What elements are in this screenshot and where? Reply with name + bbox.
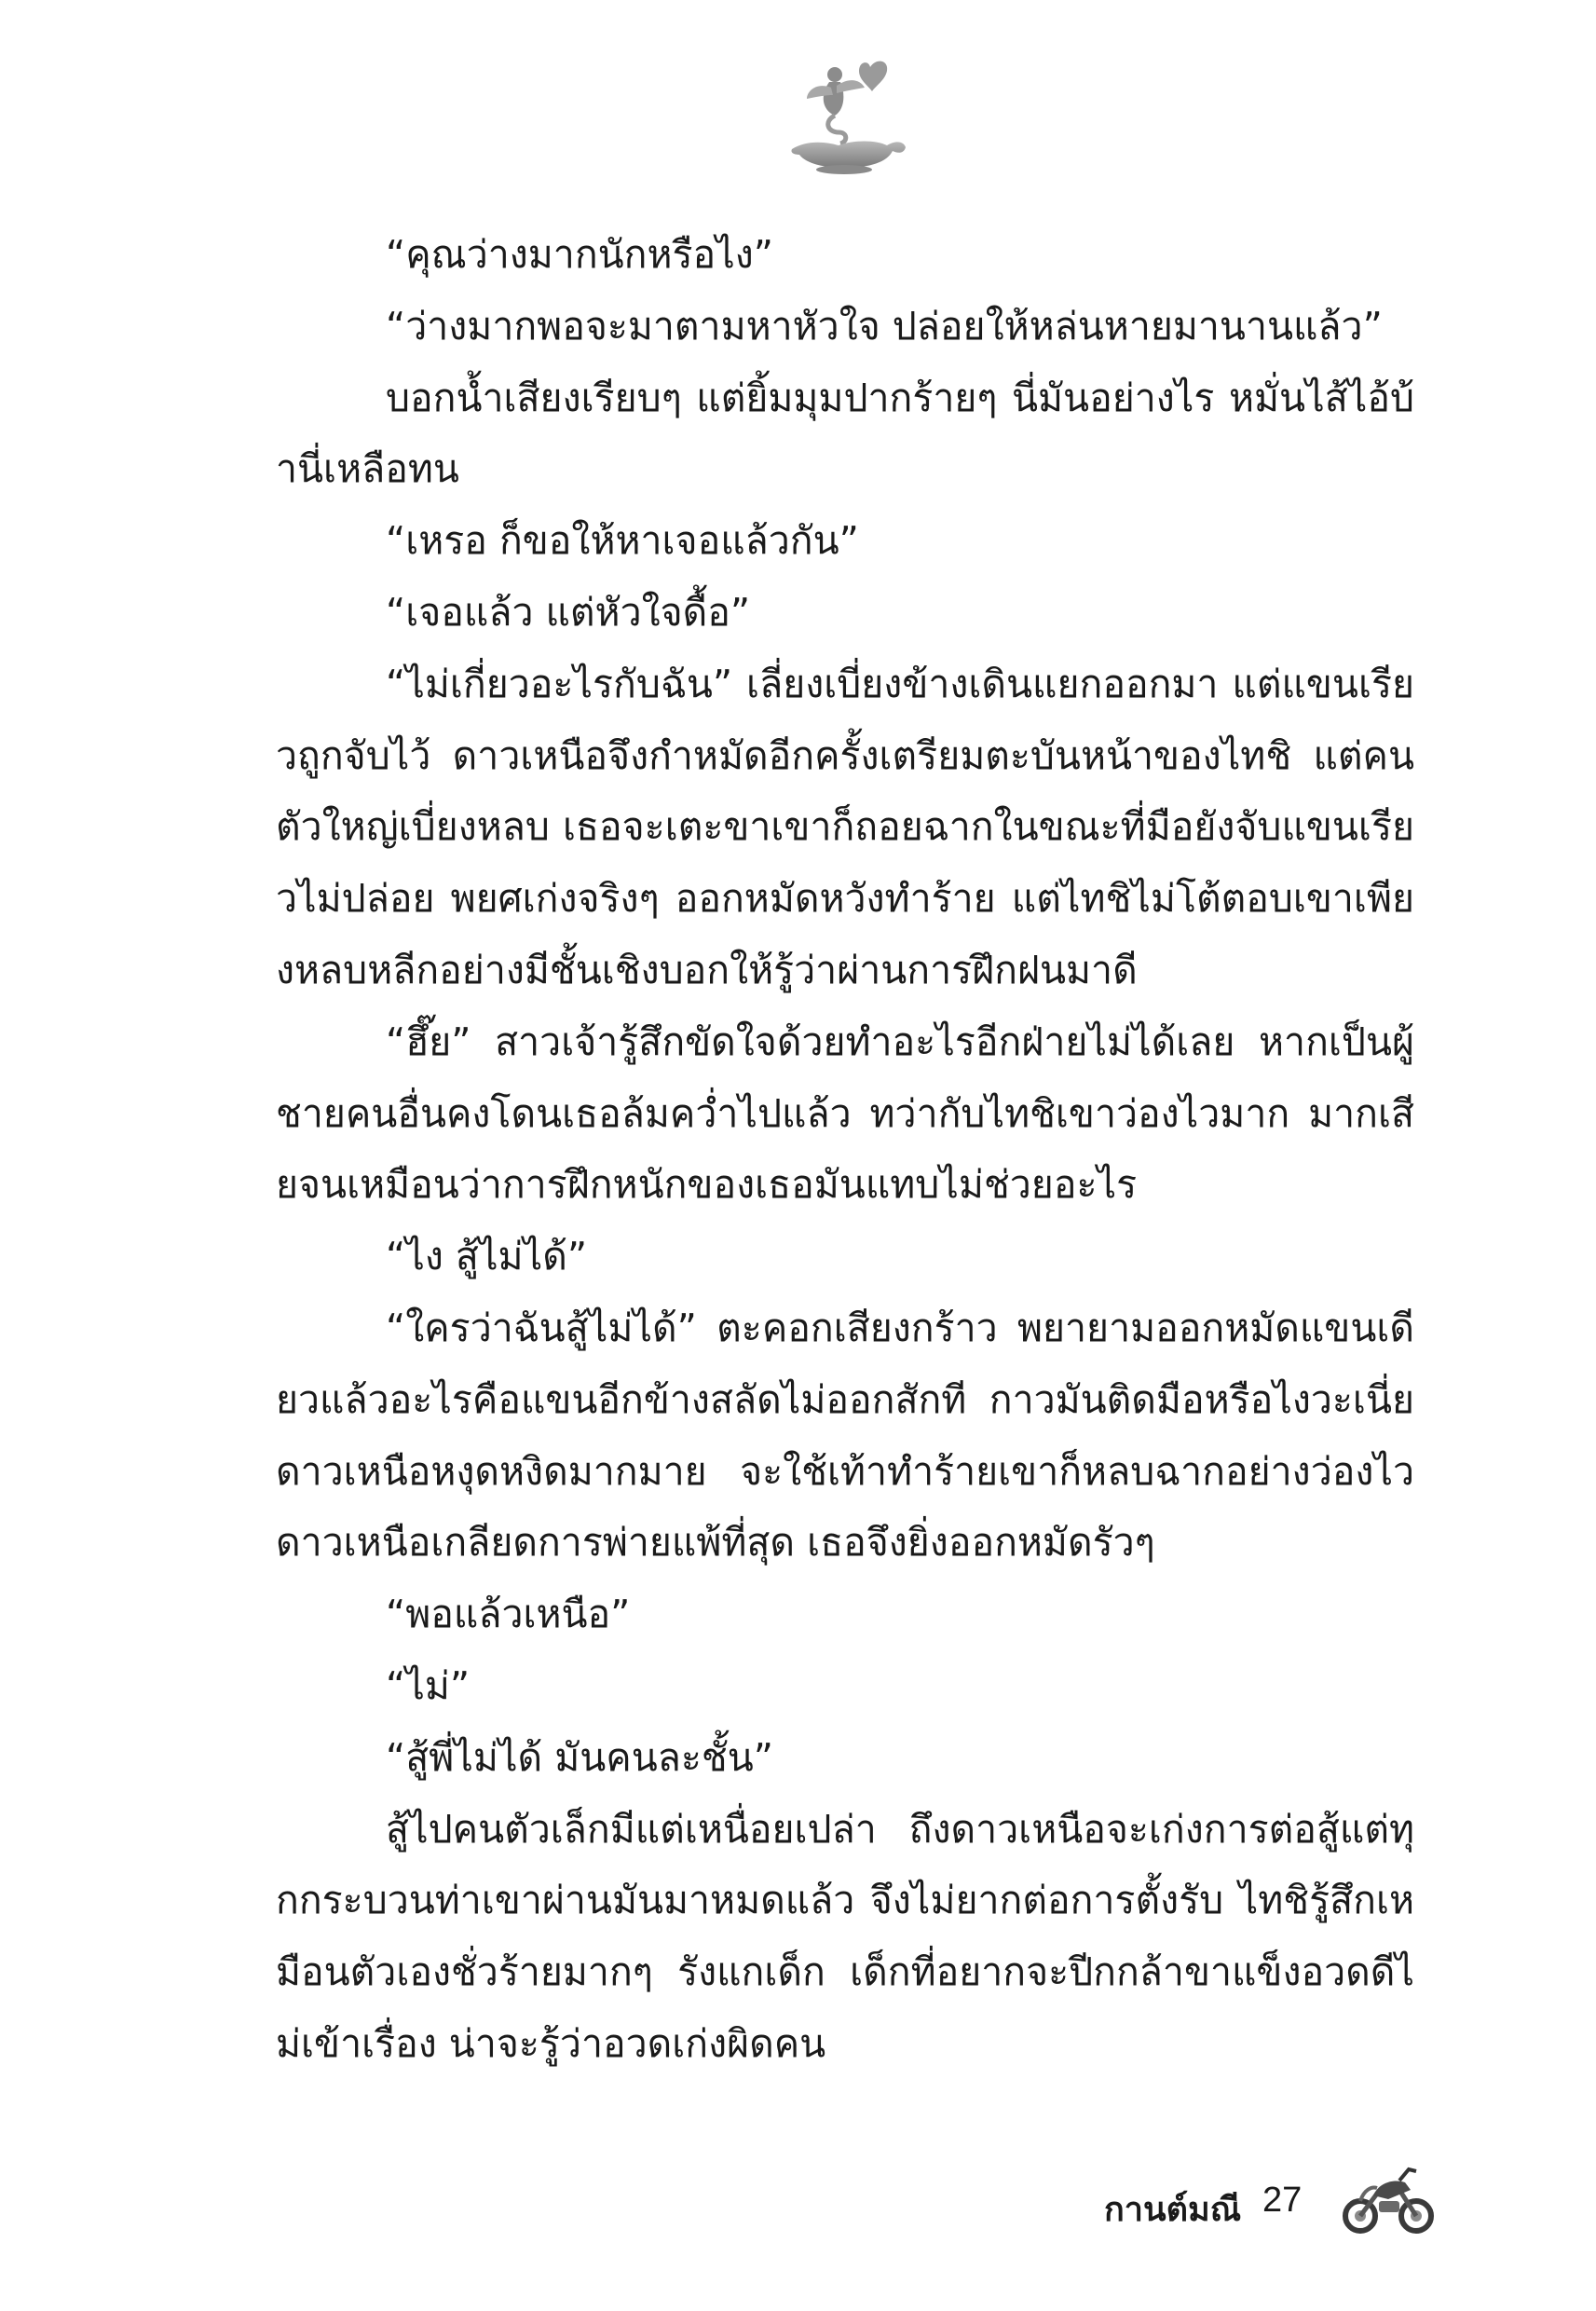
motorcycle-icon [1342, 2162, 1435, 2236]
paragraph: “ฮึ๊ย” สาวเจ้ารู้สึกขัดใจด้วยทำอะไรอีกฝ่ายไม่ได้เลย หากเป็นผู้ชายคนอื่นคงโดนเธอล้มคว่ำไปแล้ว ทว่ากับไทชิเขาว่องไวมาก มากเสียจนเหมือนว่าการฝึกหนักของเธอมันแทบไม่ช่วยอะไร [276, 1019, 1414, 1208]
paragraph: “ไม่เกี่ยวอะไรกับฉัน” เลี่ยงเบี่ยงข้างเดินแยกออกมา แต่แขนเรียวถูกจับไว้ ดาวเหนือจึงกำหมัดอีกครั้งเตรียมตะบันหน้าของไทชิ แต่คนตัวใหญ่เบี่ยงหลบ เธอจะเตะขาเขาก็ถอยฉากในขณะที่มือยังจับแขนเรียวไม่ปล่อย พยศเก่งจริงๆ ออกหมัดหวังทำร้าย แต่ไทชิไม่โต้ตอบเขาเพียงหลบหลีกอย่างมีชั้นเชิงบอกให้รู้ว่าผ่านการฝึกฝนมาดี [276, 661, 1414, 992]
paragraph: “ใครว่าฉันสู้ไม่ได้” ตะคอกเสียงกร้าว พยายามออกหมัดแขนเดียวแล้วอะไรคือแขนอีกข้างสลัดไม่ออกสักที กาวมันติดมือหรือไงวะเนี่ยดาวเหนือหงุดหงิดมากมาย จะใช้เท้าทำร้ายเขาก็หลบฉากอย่างว่องไวดาวเหนือเกลียดการพ่ายแพ้ที่สุด เธอจึงยิ่งออกหมัดรัวๆ [276, 1305, 1414, 1566]
paragraph: สู้ไปคนตัวเล็กมีแต่เหนื่อยเปล่า ถึงดาวเหนือจะเก่งการต่อสู้แต่ทุกกระบวนท่าเขาผ่านมันมาหมดแล้ว จึงไม่ยากต่อการตั้งรับ ไทชิรู้สึกเหมือนตัวเองชั่วร้ายมากๆ รังแกเด็ก เด็กที่อยากจะปีกกล้าขาแข็งอวดดีไม่เข้าเรื่อง น่าจะรู้ว่าอวดเก่งผิดคน [276, 1806, 1414, 2066]
paragraph: “ไง สู้ไม่ได้” [386, 1234, 588, 1279]
paragraph: “เหรอ ก็ขอให้หาเจอแล้วกัน” [386, 518, 859, 564]
paragraph: “เจอแล้ว แต่หัวใจดื้อ” [386, 589, 751, 635]
page-footer [1085, 2153, 1439, 2255]
paragraph: บอกน้ำเสียงเรียบๆ แต่ยิ้มมุมปากร้ายๆ นี่มันอย่างไร หมั่นไส้ไอ้บ้านี่เหลือทน [276, 375, 1414, 492]
author-name: กานต์มณี [1104, 2191, 1242, 2229]
paragraph: “ไม่” [386, 1662, 471, 1708]
paragraph: “ว่างมากพอจะมาตามหาหัวใจ ปล่อยให้หล่นหายมานานแล้ว” [386, 303, 1383, 349]
paragraph: “สู้พี่ไม่ได้ มันคนละชั้น” [386, 1734, 773, 1780]
body-text [276, 219, 1414, 2080]
paragraph: “คุณว่างมากนักหรือไง” [386, 232, 774, 277]
paragraph: “พอแล้วเหนือ” [386, 1592, 631, 1637]
page-number: 27 [1262, 2181, 1303, 2220]
magic-lamp-fairy-icon [779, 54, 909, 175]
